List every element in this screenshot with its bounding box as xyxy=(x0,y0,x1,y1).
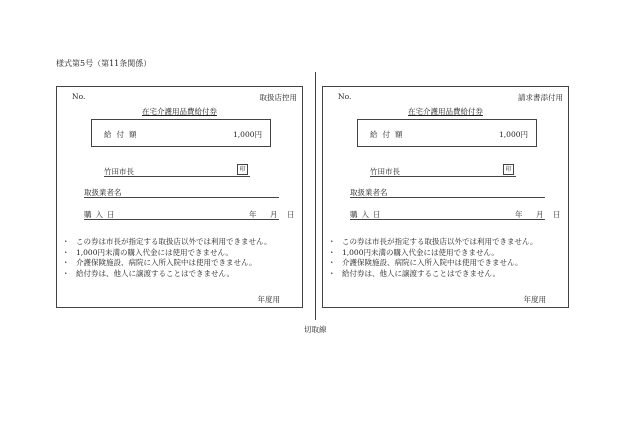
seal-icon: 印 xyxy=(503,164,514,175)
note-text: この券は市長が指定する取扱店以外では利用できません。 xyxy=(76,237,272,246)
amount-label: 給付額 xyxy=(370,130,408,139)
purchase-date-label: 購入日 xyxy=(84,210,119,219)
bullet-icon: ・ xyxy=(328,247,336,257)
day-label: 日 xyxy=(553,210,561,219)
voucher-left xyxy=(56,86,303,308)
dealer-name-label: 取扱業者名 xyxy=(84,188,122,197)
month-label: 月 xyxy=(270,210,278,219)
voucher-use-label: 請求書添付用 xyxy=(518,93,563,102)
note-item xyxy=(328,248,566,259)
note-text: 給付券は、他人に譲渡することはできません。 xyxy=(76,268,234,278)
amount-box xyxy=(357,119,537,147)
bullet-icon: ・ xyxy=(328,268,336,278)
month-label: 月 xyxy=(536,210,544,219)
note-text: 1,000円未満の購入代金には使用できません。 xyxy=(342,247,499,257)
note-item xyxy=(328,269,566,280)
note-text: この券は市長が指定する取扱店以外では利用できません。 xyxy=(342,237,538,246)
bullet-icon: ・ xyxy=(328,258,336,267)
note-text: 給付券は、他人に譲渡することはできません。 xyxy=(342,268,500,278)
voucher-use-label: 取扱店控用 xyxy=(259,93,297,102)
notes-list xyxy=(328,237,566,279)
cut-line-label: 切取線 xyxy=(304,325,327,334)
bullet-icon: ・ xyxy=(62,247,70,257)
fiscal-year-label: 年度用 xyxy=(257,295,280,304)
amount-value: 1,000円 xyxy=(233,130,262,139)
year-label: 年 xyxy=(515,210,523,219)
bullet-icon: ・ xyxy=(62,237,70,246)
note-item xyxy=(62,248,300,259)
voucher-number-label: No. xyxy=(72,92,86,101)
voucher-title: 在宅介護用品費給付券 xyxy=(142,107,217,116)
purchase-date-field[interactable] xyxy=(350,209,561,220)
amount-value: 1,000円 xyxy=(499,130,528,139)
note-text: 介護保険施設、病院に入所入院中は使用できません。 xyxy=(76,258,257,267)
note-item xyxy=(328,237,566,248)
voucher-number-label: No. xyxy=(338,92,352,101)
note-text: 介護保険施設、病院に入所入院中は使用できません。 xyxy=(342,258,523,267)
dealer-name-field[interactable] xyxy=(350,187,545,198)
note-item xyxy=(62,237,300,248)
cut-line xyxy=(315,72,316,320)
amount-label: 給付額 xyxy=(104,130,142,139)
note-item xyxy=(62,258,300,269)
mayor-row xyxy=(104,166,250,177)
mayor-label: 竹田市長 xyxy=(370,167,400,176)
purchase-date-field[interactable] xyxy=(84,209,295,220)
bullet-icon: ・ xyxy=(62,268,70,278)
note-item xyxy=(62,269,300,280)
amount-box xyxy=(91,119,271,147)
fiscal-year-label: 年度用 xyxy=(523,295,546,304)
note-item xyxy=(328,258,566,269)
seal-icon: 印 xyxy=(237,164,248,175)
mayor-row xyxy=(370,166,516,177)
voucher-right xyxy=(322,86,569,308)
notes-list xyxy=(62,237,300,279)
note-text: 1,000円未満の購入代金には使用できません。 xyxy=(76,247,233,257)
bullet-icon: ・ xyxy=(62,258,70,267)
mayor-label: 竹田市長 xyxy=(104,167,134,176)
bullet-icon: ・ xyxy=(328,237,336,246)
purchase-date-label: 購入日 xyxy=(350,210,385,219)
voucher-title: 在宅介護用品費給付券 xyxy=(408,107,483,116)
form-number-label: 様式第5号（第11条関係） xyxy=(56,59,152,68)
dealer-name-field[interactable] xyxy=(84,187,279,198)
dealer-name-label: 取扱業者名 xyxy=(350,188,388,197)
year-label: 年 xyxy=(249,210,257,219)
day-label: 日 xyxy=(287,210,295,219)
